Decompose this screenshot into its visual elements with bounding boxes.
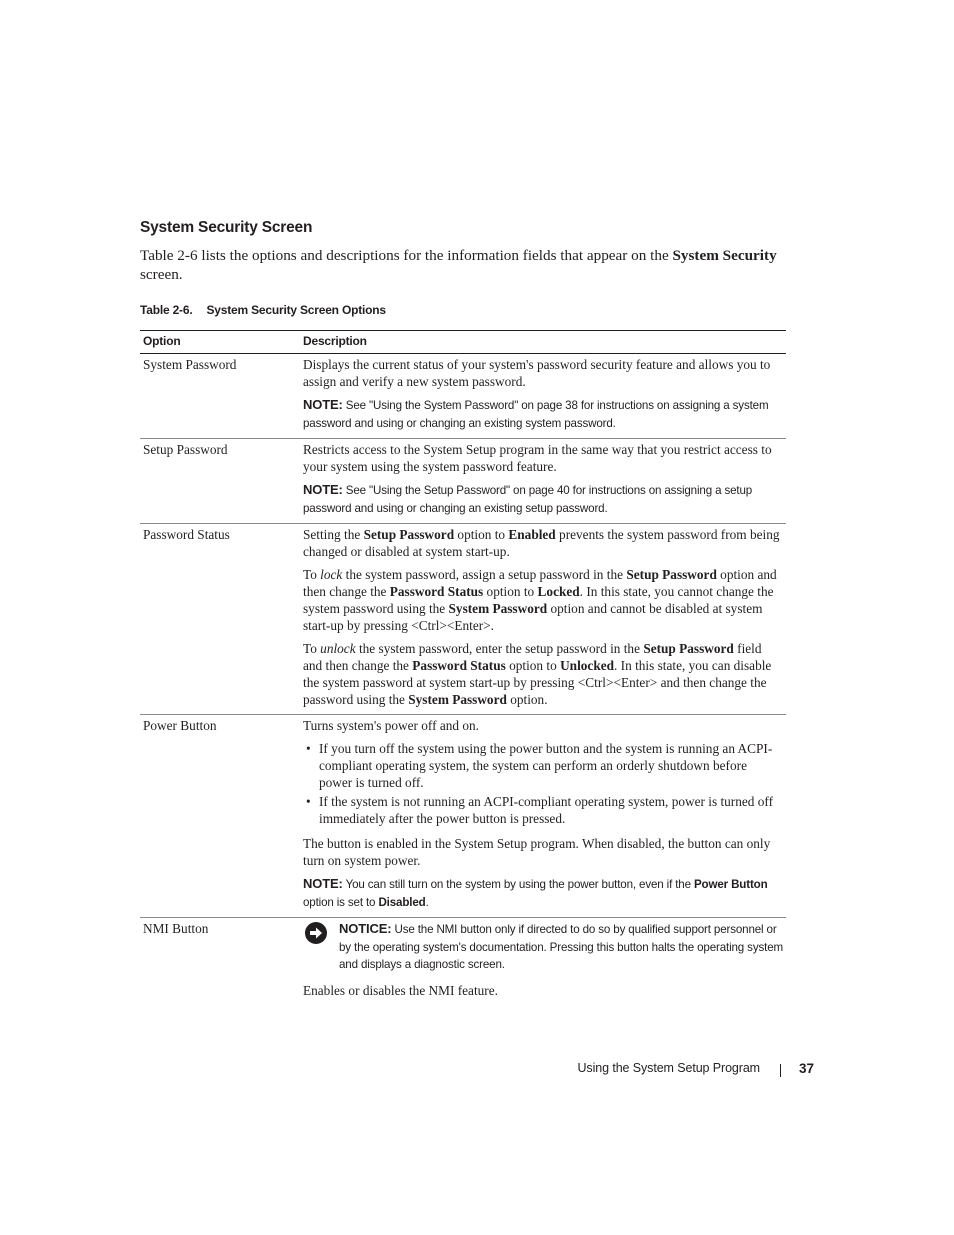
description-text: Restricts access to the System Setup program in the same way that you restrict access to your system using the system password feature.: [303, 442, 772, 474]
column-header-option: Option: [140, 331, 300, 354]
intro-paragraph: Table 2-6 lists the options and descriptions for the information fields that appear on the System Security screen.: [140, 247, 777, 283]
description-cell: [300, 715, 786, 918]
footer-divider: [780, 1064, 781, 1077]
note: NOTE: See "Using the Setup Password" on page 40 for instructions on assigning a setup password and using or changing an existing setup password.: [303, 482, 753, 515]
option-cell: Power Button: [140, 715, 300, 918]
description-paragraph: The button is enabled in the System Setup program. When disabled, the button can only turn on system power.: [303, 836, 771, 868]
section-heading: System Security Screen: [140, 219, 313, 236]
bullet-list: [303, 740, 783, 827]
column-header-description: Description: [300, 331, 786, 354]
description-cell: [300, 354, 786, 439]
option-cell: Password Status: [140, 524, 300, 715]
table-caption-title: System Security Screen Options: [206, 303, 386, 317]
table-row: [140, 918, 786, 1005]
description-paragraph: To lock the system password, assign a setup password in the Setup Password option and then change the Password Status option to Locked. In this state, you cannot change the system password using the System Password option and cannot be disabled at system start-up by pressing <Ctrl><Enter>.: [303, 567, 777, 633]
table-caption-number: Table 2-6.: [140, 303, 193, 317]
table-row: [140, 715, 786, 918]
footer-chapter-title: Using the System Setup Program: [577, 1061, 760, 1075]
option-cell: Setup Password: [140, 439, 300, 524]
description-text: Displays the current status of your system's password security feature and allows you to assign and verify a new system password.: [303, 357, 771, 389]
list-item: • If you turn off the system using the power button and the system is running an ACPI-compliant operating system, the system can perform an orderly shutdown before power is turned off.: [319, 740, 783, 791]
option-cell: NMI Button: [143, 921, 209, 936]
description-text: Enables or disables the NMI feature.: [303, 982, 498, 998]
list-item: • If the system is not running an ACPI-compliant operating system, power is turned off immediately after the power button is pressed.: [319, 793, 783, 827]
table-caption: [140, 303, 386, 317]
description-text: Turns system's power off and on.: [303, 718, 479, 733]
description-cell: [300, 439, 786, 524]
notice-text: NOTICE: Use the NMI button only if directed to do so by qualified support personnel or by the operating system's documentation. Pressing this button halts the operating system and displays a diagnostic screen.: [339, 921, 783, 971]
option-cell: System Password: [140, 354, 300, 439]
table-row: [140, 439, 786, 524]
note: NOTE: You can still turn on the system by using the power button, even if the Power Button option is set to Disabled.: [303, 876, 768, 909]
options-table: [140, 330, 786, 1005]
table-row: [140, 524, 786, 715]
table-row: [140, 354, 786, 439]
description-paragraph: To unlock the system password, enter the setup password in the Setup Password field and then change the Password Status option to Unlocked. In this state, you can disable the system password at system start-up by pressing <Ctrl><Enter> and then change the password using the System Password option.: [303, 641, 772, 707]
note: NOTE: See "Using the System Password" on page 38 for instructions on assigning a system password and using or changing an existing system password.: [303, 397, 769, 430]
page-number: 37: [799, 1061, 815, 1076]
description-cell: [300, 524, 786, 715]
notice: [303, 920, 783, 974]
notice-arrow-icon: [305, 922, 327, 944]
description-paragraph: Setting the Setup Password option to Enabled prevents the system password from being changed or disabled at system start-up.: [303, 527, 780, 559]
table-header-row: [140, 331, 786, 354]
description-cell: [300, 918, 786, 1005]
